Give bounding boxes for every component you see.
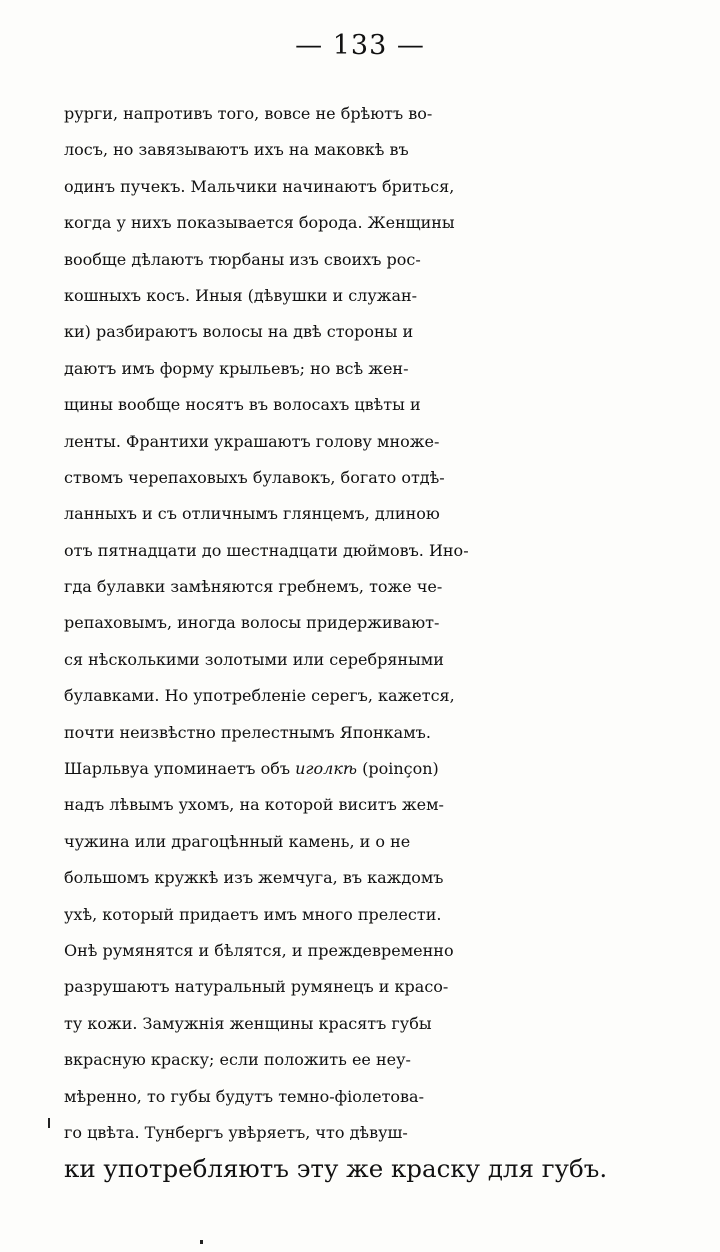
italic-word: иголкѣ [295,759,357,779]
text-line: гда булавки замѣняются гребнемъ, тоже че- [64,577,443,597]
text-line: мѣренно, то губы будутъ темно-фіолетова- [64,1086,424,1106]
text-line: ланныхъ и съ отличнымъ глянцемъ, длиною [64,504,440,524]
text-line: вообще дѣлаютъ тюрбаны изъ своихъ рос- [64,249,421,269]
text-line: большомъ кружкѣ изъ жемчуга, въ каждомъ [64,868,444,888]
text-line: репаховымъ, иногда волосы придерживают- [64,613,440,633]
text-line: надъ лѣвымъ ухомъ, на которой виситъ жем- [64,795,444,815]
text-line: ту кожи. Замужнія женщины красятъ губы [64,1013,432,1033]
margin-mark [48,1118,50,1128]
text-line: рурги, напротивъ того, вовсе не брѣютъ во- [64,104,433,123]
text-line: чужина или драгоцѣнный камень, и о не [64,831,411,851]
ink-speck [200,1240,203,1244]
text-line: когда у нихъ показывается борода. Женщины [64,213,455,233]
text-line: го цвѣта. Тунбергъ увѣряетъ, что дѣвуш- [64,1122,408,1142]
text-fragment: (poinçon) [357,759,439,779]
text-fragment: Шарльвуа упоминаетъ объ [64,759,296,779]
text-line: ки) разбираютъ волосы на двѣ стороны и [64,322,414,342]
text-line: почти неизвѣстно прелестнымъ Японкамъ. [64,722,431,742]
text-line: вкрасную краску; если положить ее неу- [64,1050,411,1070]
text-line-with-italic [64,751,684,787]
text-line: кошныхъ косъ. Иныя (дѣвушки и служан- [64,285,418,305]
text-line: разрушаютъ натуральный румянецъ и красо- [64,977,449,997]
text-line: ся нѣсколькими золотыми или серебряными [64,649,444,669]
text-line-last: ки употребляютъ эту же краску для губъ. [64,1154,608,1184]
text-line: одинъ пучекъ. Мальчики начинаютъ бриться, [64,176,455,196]
text-line: Онѣ румянятся и бѣлятся, и преждевременно [64,940,454,960]
text-line: ленты. Франтихи украшаютъ голову множе- [64,431,440,451]
text-line: лосъ, но завязываютъ ихъ на маковкѣ въ [64,140,409,160]
text-line: щины вообще носятъ въ волосахъ цвѣты и [64,395,421,415]
text-line: отъ пятнадцати до шестнадцати дюймовъ. Ино- [64,540,469,560]
body-text [64,96,684,1188]
text-line: ухѣ, который придаетъ имъ много прелести. [64,904,442,924]
page-number: — 133 — [295,30,425,61]
text-line: булавками. Но употребленіе серегъ, кажется, [64,686,455,706]
text-line: даютъ имъ форму крыльевъ; но всѣ жен- [64,358,409,378]
text-line: ствомъ черепаховыхъ булавокъ, богато отдѣ- [64,467,445,487]
